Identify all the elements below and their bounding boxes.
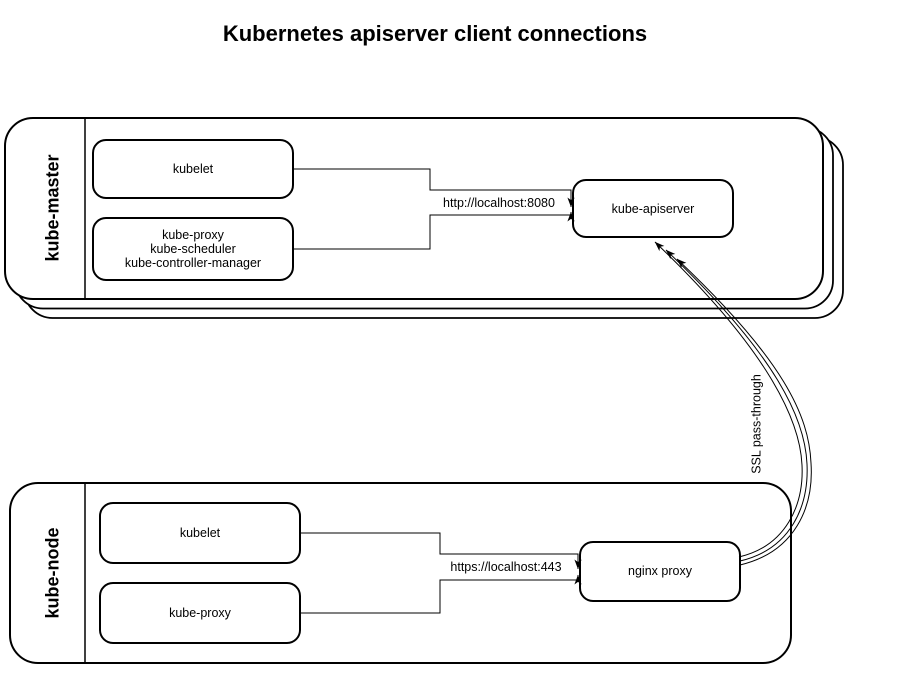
node-kube-apiserver (573, 180, 733, 237)
kube-master-group (5, 118, 843, 318)
diagram-title: Kubernetes apiserver client connections (222, 21, 648, 46)
master-components-line3: kube-controller-manager (124, 256, 262, 270)
edge-label-ssl-passthrough: SSL pass-through (749, 374, 764, 474)
node-nginx-proxy (580, 542, 740, 601)
master-components-line1: kube-proxy (162, 228, 224, 242)
edge-label-https-localhost-443: https://localhost:443 (450, 560, 562, 574)
node-kubelet-label: kubelet (179, 526, 221, 540)
nginx-proxy-label: nginx proxy (628, 564, 692, 578)
node-kube-proxy-label: kube-proxy (169, 606, 231, 620)
kube-node-label: kube-node (42, 527, 63, 619)
edge-label-http-localhost-8080: http://localhost:8080 (443, 196, 555, 210)
node-master-kubelet (93, 140, 293, 198)
kube-node-group (10, 483, 791, 663)
master-kubelet-label: kubelet (172, 162, 214, 176)
node-node-kubelet (100, 503, 300, 563)
kube-apiserver-label: kube-apiserver (611, 202, 695, 216)
kube-master-label: kube-master (42, 154, 63, 262)
node-node-kube-proxy (100, 583, 300, 643)
node-master-components (93, 218, 293, 280)
master-components-line2: kube-scheduler (150, 242, 236, 256)
